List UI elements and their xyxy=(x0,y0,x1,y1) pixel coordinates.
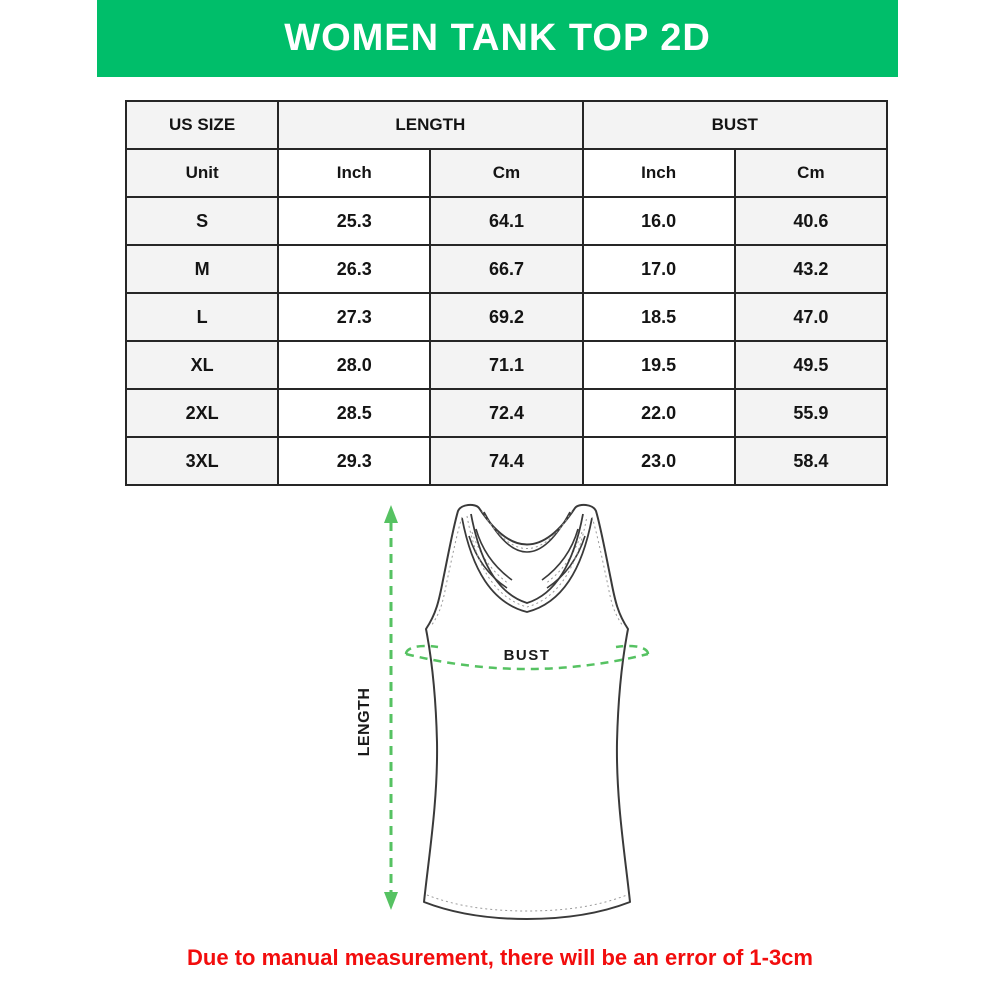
length-inch-value: 26.3 xyxy=(278,245,430,293)
bust-inch-value: 19.5 xyxy=(583,341,735,389)
size-label: XL xyxy=(126,341,278,389)
bust-inch-value: 16.0 xyxy=(583,197,735,245)
table-row-3xl xyxy=(126,437,887,485)
unit-header: Unit xyxy=(126,149,278,197)
length-inch-value: 27.3 xyxy=(278,293,430,341)
unit-header-row xyxy=(126,149,887,197)
length-cm-value: 66.7 xyxy=(430,245,582,293)
table-row-xl xyxy=(126,341,887,389)
column-header-bust: BUST xyxy=(583,101,887,149)
bust-inch-value: 17.0 xyxy=(583,245,735,293)
length-cm-value: 69.2 xyxy=(430,293,582,341)
size-label: 3XL xyxy=(126,437,278,485)
table-row-s xyxy=(126,197,887,245)
bust-inch-value: 23.0 xyxy=(583,437,735,485)
arrow-up-icon xyxy=(384,505,398,523)
bust-cm-value: 40.6 xyxy=(735,197,887,245)
size-label: S xyxy=(126,197,278,245)
bust-label: BUST xyxy=(503,647,551,664)
bust-cm-value: 43.2 xyxy=(735,245,887,293)
measurement-note: Due to manual measurement, there will be an error of 1-3cm xyxy=(187,945,813,970)
bust-cm-header: Cm xyxy=(735,149,887,197)
arrow-down-icon xyxy=(384,892,398,910)
table-row-m xyxy=(126,245,887,293)
bust-cm-value: 49.5 xyxy=(735,341,887,389)
size-label: 2XL xyxy=(126,389,278,437)
length-inch-value: 25.3 xyxy=(278,197,430,245)
length-inch-value: 28.5 xyxy=(278,389,430,437)
size-table xyxy=(125,100,888,486)
length-cm-value: 74.4 xyxy=(430,437,582,485)
column-header-length: LENGTH xyxy=(278,101,582,149)
page-title: WOMEN TANK TOP 2D xyxy=(284,17,711,59)
bust-cm-value: 55.9 xyxy=(735,389,887,437)
title-banner xyxy=(97,0,898,77)
bust-inch-value: 22.0 xyxy=(583,389,735,437)
size-label: M xyxy=(126,245,278,293)
column-header-us-size: US SIZE xyxy=(126,101,278,149)
length-cm-header: Cm xyxy=(430,149,582,197)
length-cm-value: 64.1 xyxy=(430,197,582,245)
size-label: L xyxy=(126,293,278,341)
length-inch-header: Inch xyxy=(278,149,430,197)
table-row-2xl xyxy=(126,389,887,437)
group-header-row xyxy=(126,101,887,149)
table-row-l xyxy=(126,293,887,341)
bust-inch-value: 18.5 xyxy=(583,293,735,341)
length-inch-value: 29.3 xyxy=(278,437,430,485)
bust-cm-value: 47.0 xyxy=(735,293,887,341)
length-label: LENGTH xyxy=(356,687,373,757)
bust-inch-header: Inch xyxy=(583,149,735,197)
tank-top-outline xyxy=(424,505,630,919)
tank-top-diagram xyxy=(350,495,680,945)
length-cm-value: 72.4 xyxy=(430,389,582,437)
bust-cm-value: 58.4 xyxy=(735,437,887,485)
length-cm-value: 71.1 xyxy=(430,341,582,389)
length-inch-value: 28.0 xyxy=(278,341,430,389)
length-arrow xyxy=(384,505,398,910)
